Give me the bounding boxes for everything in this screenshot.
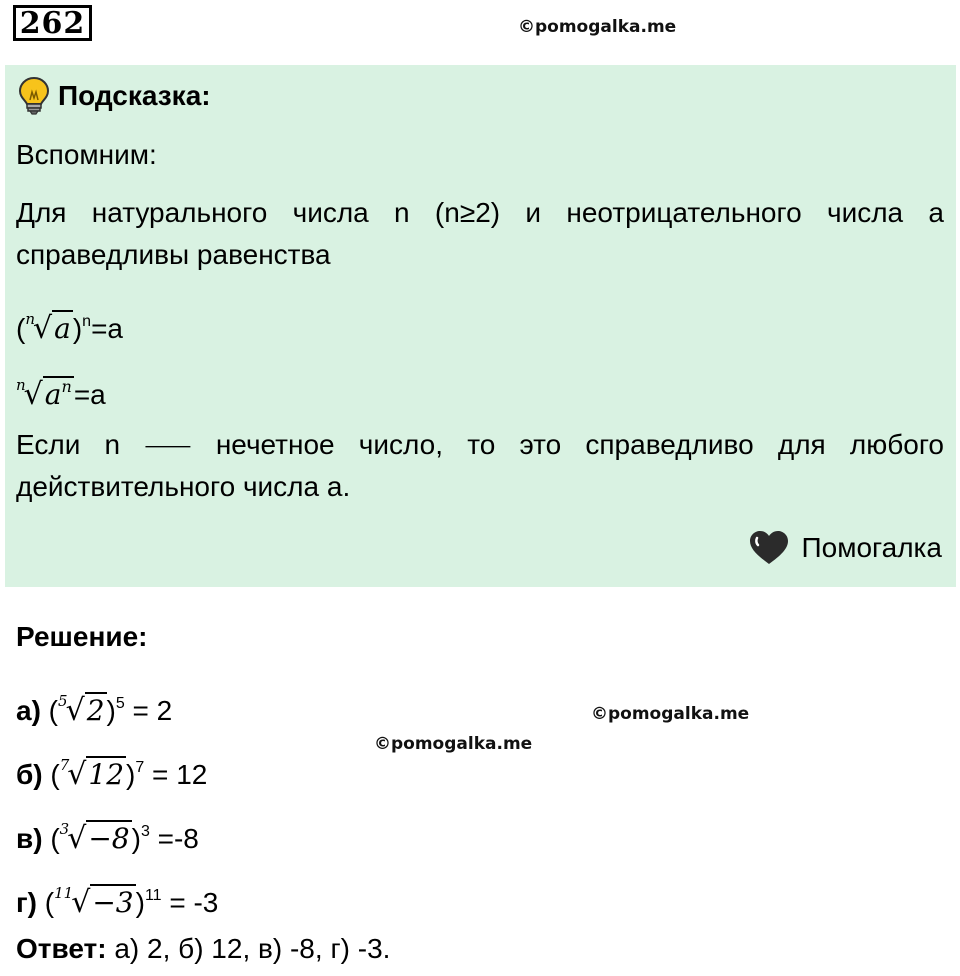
solution-item-d: г) $(^{11}√-3)^{11} = -3$ (16, 884, 219, 920)
radicand: −8 (88, 822, 130, 855)
radicand: a (54, 312, 71, 345)
solution-title: Решение: (16, 621, 148, 652)
lightbulb-icon (18, 76, 50, 116)
radicand: −3 (92, 886, 134, 919)
hint-title (18, 76, 211, 116)
hint-intro: Вспомним: (16, 139, 157, 170)
radicand: 2 (86, 694, 105, 727)
hint-rule: Для натурального числа n (n≥2) и неотрицательного числа a справедливы равенства (16, 197, 944, 270)
answer-label: Ответ: (16, 933, 107, 964)
watermark-mid-left: ©pomogalka.me (374, 734, 533, 754)
answer (16, 928, 390, 970)
brand (748, 530, 942, 566)
rhs: =a (73, 379, 106, 410)
watermark-mid-right: ©pomogalka.me (591, 704, 750, 724)
task-number: 262 (13, 5, 92, 41)
hint-formula-2 (16, 364, 106, 416)
heart-icon (748, 530, 790, 566)
radicand: $a^n$ (44, 377, 72, 411)
radical-index: n (16, 376, 26, 394)
solution-item-a: а) $(^5√2)^5 = 2$ (16, 692, 173, 728)
watermark-top: ©pomogalka.me (518, 17, 677, 37)
exponent: n (82, 313, 92, 330)
radical-sign: √ (23, 377, 43, 412)
hint-formula-1: $(^n√a)^n=a$ (16, 310, 123, 346)
brand-text: Помогалка (801, 532, 942, 563)
solution-item-c: в) $(^3√-8)^3 =-8$ (16, 820, 199, 856)
solution-item-b: б) $(^7√12)^7 = 12$ (16, 756, 208, 792)
radical-sign: √ (33, 311, 53, 346)
rhs: =a (91, 313, 123, 344)
radical-index: n (25, 310, 35, 328)
hint-title-text: Подсказка: (58, 80, 211, 111)
answer-text: а) 2, б) 12, в) -8, г) -3. (106, 933, 391, 964)
radicand: 12 (88, 758, 125, 791)
hint-note: Если n ⸺ нечетное число, то это справедливо для любого действительного числа a. (16, 429, 944, 502)
